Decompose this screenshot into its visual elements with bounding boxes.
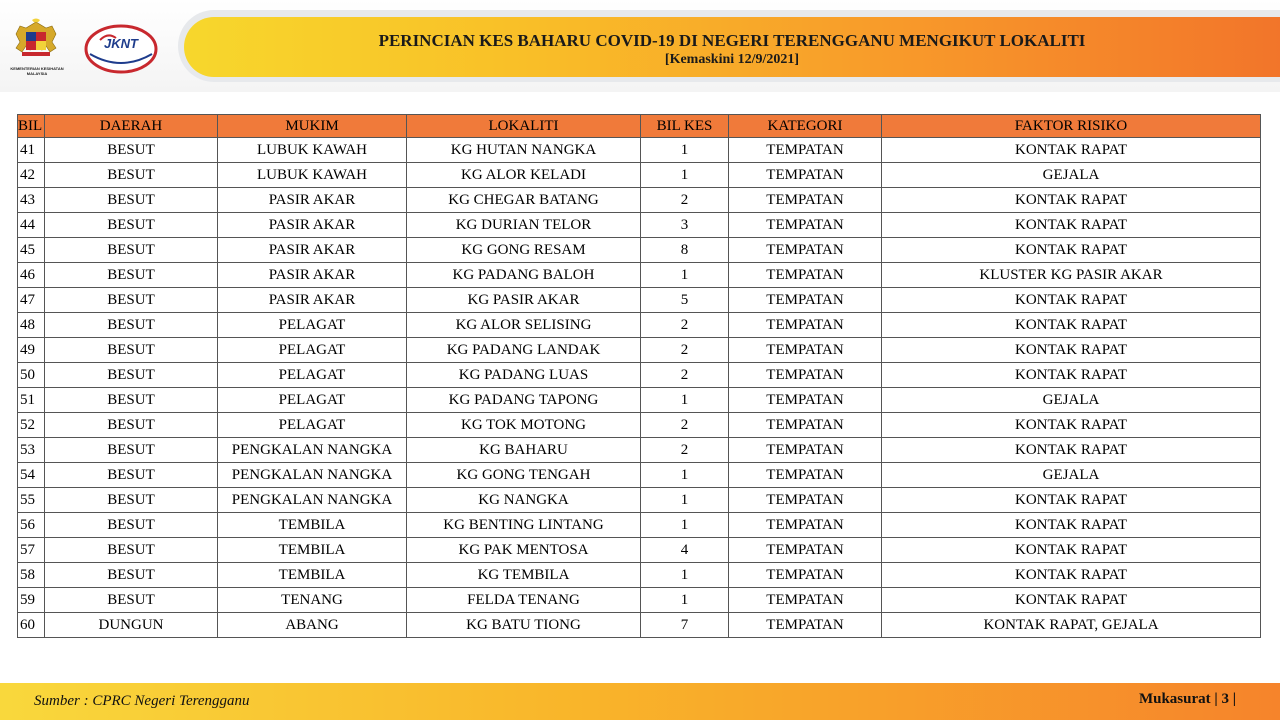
cell-faktor-risiko: GEJALA [882,163,1261,188]
cell-bil: 59 [18,588,45,613]
cell-bil: 58 [18,563,45,588]
cell-mukim: PASIR AKAR [218,213,407,238]
table-row [18,238,1261,263]
cell-daerah: BESUT [45,463,218,488]
cell-bil: 42 [18,163,45,188]
cell-kategori: TEMPATAN [729,563,882,588]
cell-faktor-risiko: KONTAK RAPAT [882,313,1261,338]
column-header-bil: BIL [18,115,45,138]
cell-faktor-risiko: KONTAK RAPAT [882,338,1261,363]
column-header-daerah: DAERAH [45,115,218,138]
cell-bil-kes: 2 [641,188,729,213]
table-row [18,438,1261,463]
cell-mukim: LUBUK KAWAH [218,138,407,163]
table-row [18,138,1261,163]
cell-bil: 50 [18,363,45,388]
cell-lokaliti: KG ALOR SELISING [407,313,641,338]
cell-faktor-risiko: KONTAK RAPAT, GEJALA [882,613,1261,638]
cell-lokaliti: KG PADANG TAPONG [407,388,641,413]
cell-mukim: ABANG [218,613,407,638]
cell-mukim: PELAGAT [218,413,407,438]
cell-lokaliti: KG ALOR KELADI [407,163,641,188]
cell-kategori: TEMPATAN [729,338,882,363]
cell-bil: 48 [18,313,45,338]
table-row [18,338,1261,363]
cell-daerah: BESUT [45,263,218,288]
cell-bil-kes: 4 [641,538,729,563]
cell-lokaliti: KG PADANG LANDAK [407,338,641,363]
cell-kategori: TEMPATAN [729,588,882,613]
cell-faktor-risiko: KLUSTER KG PASIR AKAR [882,263,1261,288]
cell-kategori: TEMPATAN [729,188,882,213]
cell-bil-kes: 2 [641,338,729,363]
cell-daerah: BESUT [45,313,218,338]
cell-faktor-risiko: KONTAK RAPAT [882,413,1261,438]
cell-mukim: PASIR AKAR [218,238,407,263]
cell-mukim: PASIR AKAR [218,263,407,288]
page-title: PERINCIAN KES BAHARU COVID-19 DI NEGERI TERENGGANU MENGIKUT LOKALITI [378,31,1086,50]
cell-lokaliti: KG NANGKA [407,488,641,513]
cell-kategori: TEMPATAN [729,288,882,313]
cell-kategori: TEMPATAN [729,413,882,438]
table-row [18,263,1261,288]
cell-mukim: PASIR AKAR [218,288,407,313]
cell-kategori: TEMPATAN [729,238,882,263]
table-row [18,288,1261,313]
cell-kategori: TEMPATAN [729,613,882,638]
cell-daerah: DUNGUN [45,613,218,638]
table-row [18,413,1261,438]
cell-bil-kes: 1 [641,563,729,588]
cell-lokaliti: KG PADANG BALOH [407,263,641,288]
cell-kategori: TEMPATAN [729,263,882,288]
cell-daerah: BESUT [45,188,218,213]
cell-bil-kes: 1 [641,163,729,188]
cell-mukim: PENGKALAN NANGKA [218,463,407,488]
cell-daerah: BESUT [45,213,218,238]
cell-lokaliti: KG PASIR AKAR [407,288,641,313]
cell-daerah: BESUT [45,338,218,363]
table-header-row [18,115,1261,138]
cell-daerah: BESUT [45,488,218,513]
cell-lokaliti: KG BATU TIONG [407,613,641,638]
cell-mukim: PELAGAT [218,388,407,413]
cell-faktor-risiko: KONTAK RAPAT [882,438,1261,463]
table-row [18,188,1261,213]
cell-lokaliti: KG GONG RESAM [407,238,641,263]
cell-bil: 57 [18,538,45,563]
cell-kategori: TEMPATAN [729,463,882,488]
jknt-logo-text: JKNT [104,36,138,51]
cell-bil-kes: 2 [641,313,729,338]
cell-kategori: TEMPATAN [729,438,882,463]
cell-bil: 44 [18,213,45,238]
cases-table [17,114,1261,638]
cell-kategori: TEMPATAN [729,213,882,238]
cell-faktor-risiko: KONTAK RAPAT [882,213,1261,238]
cell-faktor-risiko: KONTAK RAPAT [882,538,1261,563]
table-row [18,538,1261,563]
cell-daerah: BESUT [45,413,218,438]
cell-bil: 46 [18,263,45,288]
cell-faktor-risiko: GEJALA [882,388,1261,413]
cell-bil: 45 [18,238,45,263]
cell-daerah: BESUT [45,163,218,188]
cell-mukim: TEMBILA [218,513,407,538]
cell-mukim: PENGKALAN NANGKA [218,488,407,513]
cell-bil: 60 [18,613,45,638]
cell-faktor-risiko: KONTAK RAPAT [882,288,1261,313]
cell-kategori: TEMPATAN [729,538,882,563]
cell-bil: 49 [18,338,45,363]
cell-bil: 54 [18,463,45,488]
column-header-faktor-risiko: FAKTOR RISIKO [882,115,1261,138]
cell-bil: 41 [18,138,45,163]
column-header-bil-kes: BIL KES [641,115,729,138]
cell-bil-kes: 1 [641,513,729,538]
table-row [18,363,1261,388]
table-row [18,613,1261,638]
table-body [18,138,1261,638]
cell-daerah: BESUT [45,563,218,588]
cell-daerah: BESUT [45,138,218,163]
cell-lokaliti: KG BENTING LINTANG [407,513,641,538]
cell-faktor-risiko: KONTAK RAPAT [882,588,1261,613]
table-row [18,463,1261,488]
table-row [18,563,1261,588]
cell-kategori: TEMPATAN [729,388,882,413]
cell-daerah: BESUT [45,288,218,313]
cell-bil-kes: 7 [641,613,729,638]
cell-kategori: TEMPATAN [729,363,882,388]
cell-kategori: TEMPATAN [729,163,882,188]
column-header-lokaliti: LOKALITI [407,115,641,138]
cell-faktor-risiko: GEJALA [882,463,1261,488]
cell-daerah: BESUT [45,238,218,263]
column-header-kategori: KATEGORI [729,115,882,138]
cell-mukim: PELAGAT [218,363,407,388]
cell-mukim: TEMBILA [218,563,407,588]
cell-kategori: TEMPATAN [729,313,882,338]
cell-bil: 56 [18,513,45,538]
column-header-mukim: MUKIM [218,115,407,138]
table-header [18,115,1261,138]
cell-bil-kes: 1 [641,263,729,288]
cell-faktor-risiko: KONTAK RAPAT [882,488,1261,513]
cell-lokaliti: KG PADANG LUAS [407,363,641,388]
cell-lokaliti: FELDA TENANG [407,588,641,613]
cell-lokaliti: KG HUTAN NANGKA [407,138,641,163]
table-row [18,163,1261,188]
table-row [18,588,1261,613]
cell-faktor-risiko: KONTAK RAPAT [882,513,1261,538]
cell-bil: 53 [18,438,45,463]
cell-bil: 52 [18,413,45,438]
cell-bil-kes: 1 [641,588,729,613]
table-row [18,513,1261,538]
cell-kategori: TEMPATAN [729,488,882,513]
cell-lokaliti: KG GONG TENGAH [407,463,641,488]
page-number: Mukasurat | 3 | [1138,691,1236,707]
cell-faktor-risiko: KONTAK RAPAT [882,138,1261,163]
cell-lokaliti: KG TEMBILA [407,563,641,588]
cell-bil-kes: 1 [641,463,729,488]
cell-mukim: TEMBILA [218,538,407,563]
cell-kategori: TEMPATAN [729,138,882,163]
cell-bil-kes: 2 [641,413,729,438]
cell-mukim: PASIR AKAR [218,188,407,213]
cell-daerah: BESUT [45,588,218,613]
page-subtitle: [Kemaskini 12/9/2021] [664,52,800,67]
cell-faktor-risiko: KONTAK RAPAT [882,563,1261,588]
cell-bil-kes: 3 [641,213,729,238]
cell-faktor-risiko: KONTAK RAPAT [882,188,1261,213]
cell-daerah: BESUT [45,513,218,538]
cell-bil-kes: 1 [641,488,729,513]
cell-mukim: PENGKALAN NANGKA [218,438,407,463]
table-row [18,213,1261,238]
jknt-logo [84,24,158,74]
cell-bil-kes: 1 [641,138,729,163]
cell-mukim: LUBUK KAWAH [218,163,407,188]
cell-bil-kes: 8 [641,238,729,263]
cell-bil: 51 [18,388,45,413]
cell-lokaliti: KG PAK MENTOSA [407,538,641,563]
cell-faktor-risiko: KONTAK RAPAT [882,363,1261,388]
cell-mukim: PELAGAT [218,313,407,338]
cell-kategori: TEMPATAN [729,513,882,538]
table-row [18,388,1261,413]
table-row [18,313,1261,338]
cell-lokaliti: KG CHEGAR BATANG [407,188,641,213]
cell-lokaliti: KG TOK MOTONG [407,413,641,438]
cell-daerah: BESUT [45,388,218,413]
cell-bil: 43 [18,188,45,213]
cell-daerah: BESUT [45,363,218,388]
cell-lokaliti: KG BAHARU [407,438,641,463]
cell-daerah: BESUT [45,438,218,463]
cell-bil-kes: 2 [641,438,729,463]
cell-faktor-risiko: KONTAK RAPAT [882,238,1261,263]
cell-bil: 47 [18,288,45,313]
cell-bil-kes: 5 [641,288,729,313]
cell-mukim: PELAGAT [218,338,407,363]
cell-lokaliti: KG DURIAN TELOR [407,213,641,238]
cell-bil: 55 [18,488,45,513]
cell-mukim: TENANG [218,588,407,613]
cell-bil-kes: 1 [641,388,729,413]
cell-daerah: BESUT [45,538,218,563]
table-row [18,488,1261,513]
cell-bil-kes: 2 [641,363,729,388]
source-note: Sumber : CPRC Negeri Terengganu [34,693,250,709]
ministry-logo-text: KEMENTERIAN KESIHATAN MALAYSIA [10,66,64,76]
